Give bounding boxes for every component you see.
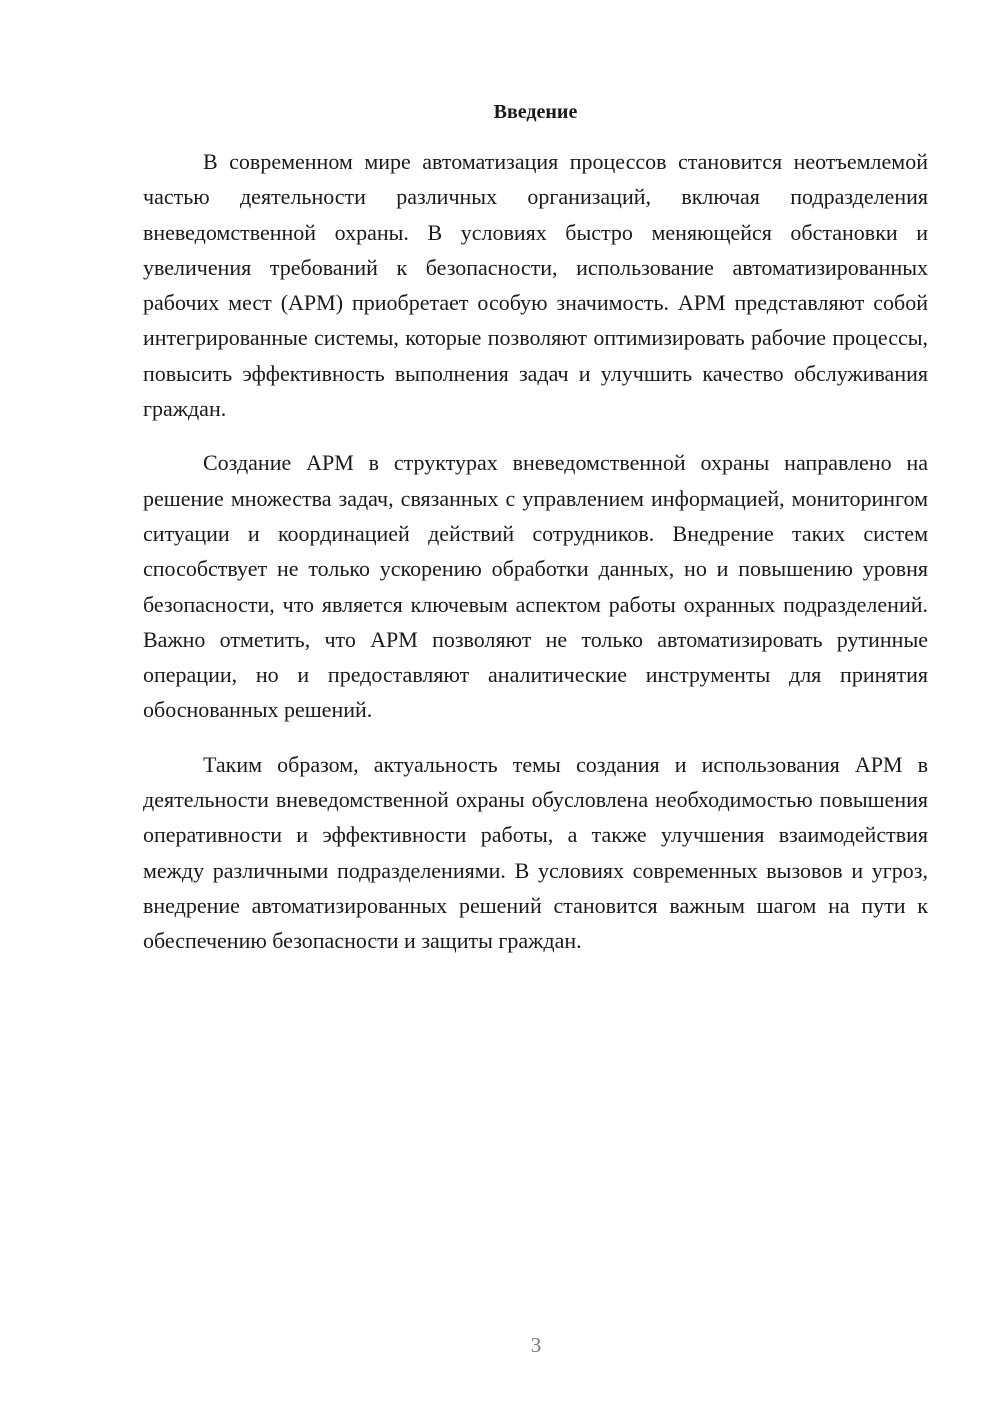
paragraph-2: Создание АРМ в структурах вневедомственной охраны направлено на решение множества задач, связанных с управлением информацией, мониторингом ситуации и координацией действий сотрудников. Внедрение таких систем способствует не только ускорению обработки данных, но и повышению уровня безопасности, что является ключевым аспектом работы охранных подразделений. Важно отметить, что АРМ позволяют не только автоматизировать рутинные операции, но и предоставляют аналитические инструменты для принятия обоснованных решений. xyxy=(143,450,928,723)
section-title: Введение xyxy=(493,101,578,123)
paragraph-1: В современном мире автоматизация процессов становится неотъемлемой частью деятельности различных организаций, включая подразделения вневедомственной охраны. В условиях быстро меняющейся обстановки и увеличения требований к безопасности, использование автоматизированных рабочих мест (АРМ) приобретает особую значимость. АРМ представляют собой интегрированные системы, которые позволяют оптимизировать рабочие процессы, повысить эффективность выполнения задач и улучшить качество обслуживания граждан. xyxy=(143,149,928,422)
page-number: 3 xyxy=(530,1333,542,1357)
document-body xyxy=(143,144,928,978)
paragraph-3: Таким образом, актуальность темы создания и использования АРМ в деятельности вневедомственной охраны обусловлена необходимостью повышения оперативности и эффективности работы, а также улучшения взаимодействия между различными подразделениями. В условиях современных вызовов и угроз, внедрение автоматизированных решений становится важным шагом на пути к обеспечению безопасности и защиты граждан. xyxy=(143,751,928,954)
